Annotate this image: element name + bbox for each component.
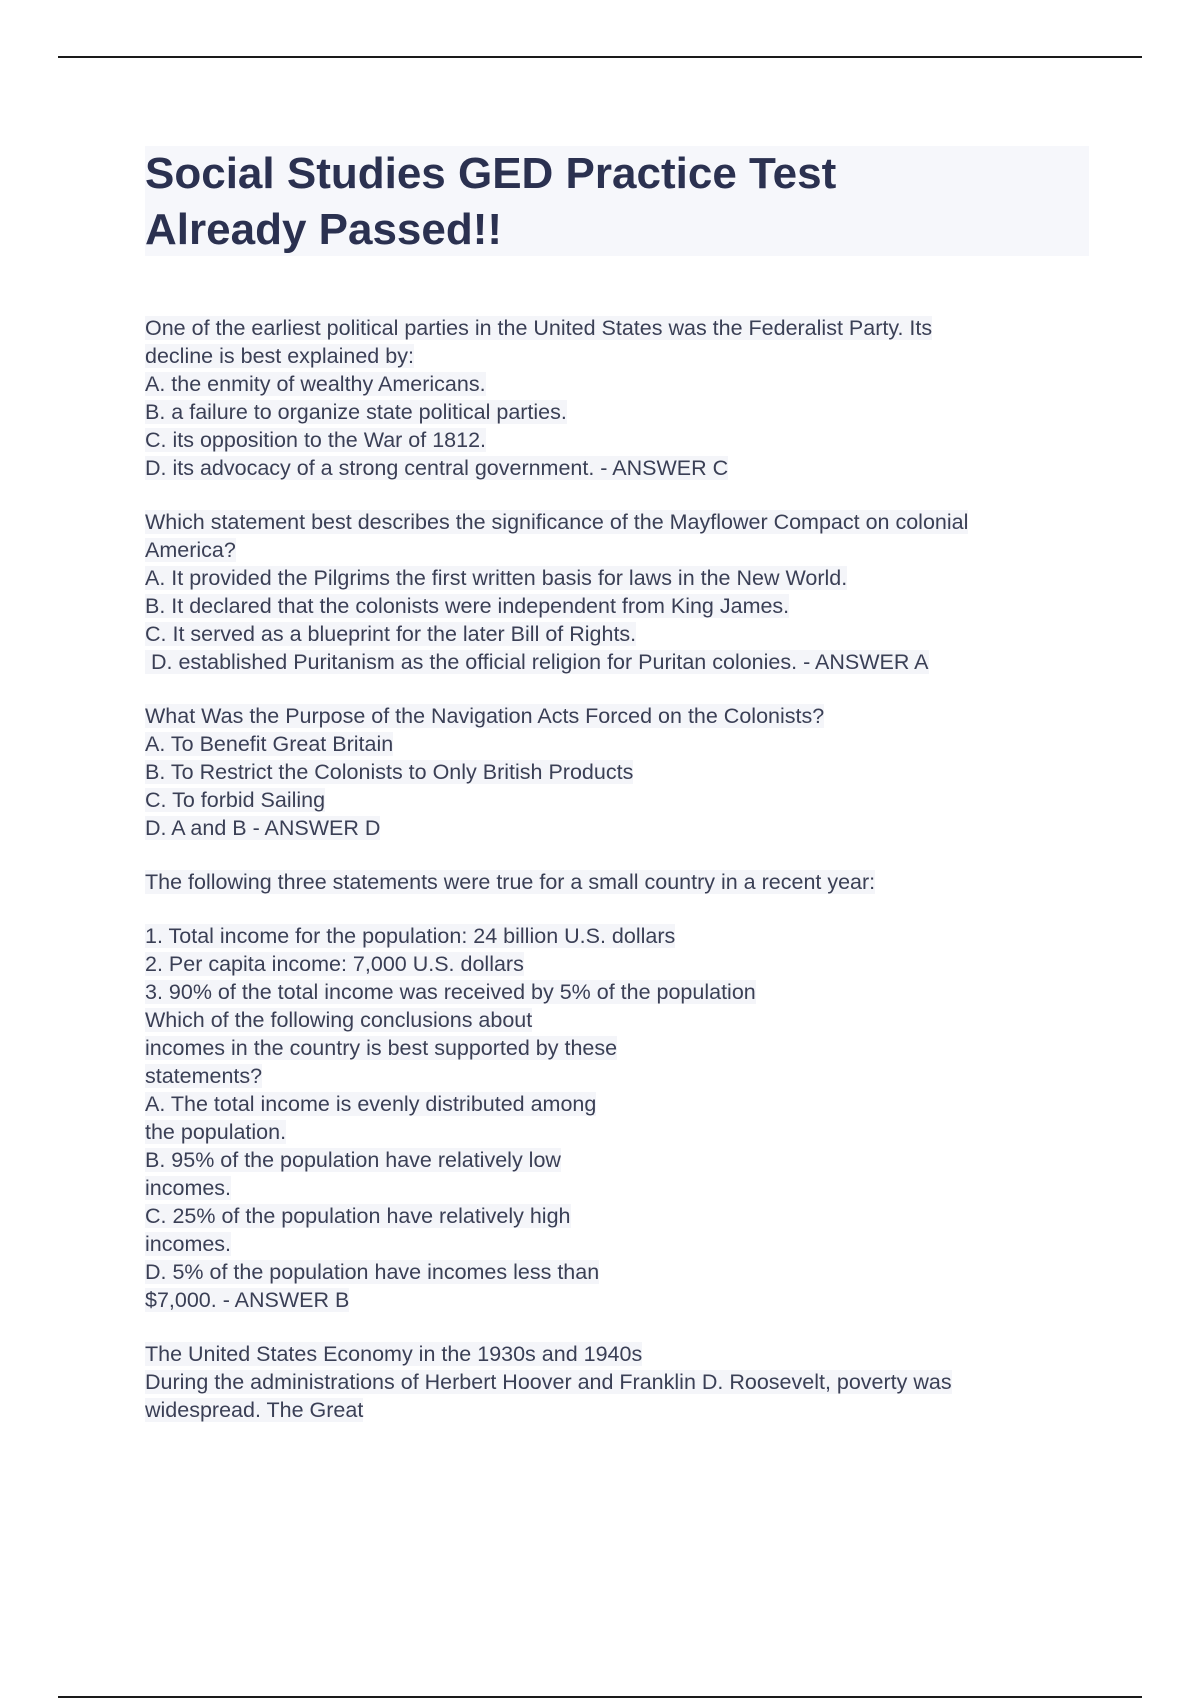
title-line-2: Already Passed!! bbox=[145, 205, 503, 254]
answer-option: A. It provided the Pilgrims the first written basis for laws in the New World. bbox=[145, 566, 848, 590]
text-line: Which of the following conclusions about bbox=[145, 1008, 533, 1032]
answer-option: incomes. bbox=[145, 1232, 232, 1256]
question-4 bbox=[145, 868, 1095, 1314]
answer-option: C. It served as a blueprint for the later Bill of Rights. bbox=[145, 622, 637, 646]
answer-option: the population. bbox=[145, 1120, 287, 1144]
question-3 bbox=[145, 702, 1095, 842]
text-line: Which statement best describes the significance of the Mayflower Compact on colonial bbox=[145, 510, 969, 534]
text-line: decline is best explained by: bbox=[145, 344, 414, 368]
spacer bbox=[145, 482, 1095, 508]
answer-option: A. The total income is evenly distributed among bbox=[145, 1092, 597, 1116]
answer-option: D. its advocacy of a strong central government. - ANSWER C bbox=[145, 456, 729, 480]
text-line: 3. 90% of the total income was received by 5% of the population bbox=[145, 980, 756, 1004]
answer-option: C. its opposition to the War of 1812. bbox=[145, 428, 486, 452]
top-rule bbox=[58, 56, 1142, 58]
text-line: America? bbox=[145, 538, 236, 562]
bottom-rule bbox=[58, 1696, 1142, 1698]
answer-option: A. To Benefit Great Britain bbox=[145, 732, 394, 756]
answer-option: C. To forbid Sailing bbox=[145, 788, 326, 812]
question-5 bbox=[145, 1340, 1095, 1424]
title-line-1: Social Studies GED Practice Test bbox=[145, 149, 837, 198]
spacer bbox=[145, 896, 1095, 922]
text-line: 1. Total income for the population: 24 billion U.S. dollars bbox=[145, 924, 676, 948]
text-line: widespread. The Great bbox=[145, 1398, 364, 1422]
answer-option: C. 25% of the population have relatively high bbox=[145, 1204, 571, 1228]
text-line: The following three statements were true for a small country in a recent year: bbox=[145, 870, 876, 894]
document-body bbox=[145, 314, 1095, 1424]
question-2 bbox=[145, 508, 1095, 676]
answer-option: B. It declared that the colonists were independent from King James. bbox=[145, 594, 790, 618]
spacer bbox=[145, 842, 1095, 868]
text-line: The United States Economy in the 1930s and 1940s bbox=[145, 1342, 643, 1366]
document-title bbox=[145, 146, 1089, 256]
answer-option: D. 5% of the population have incomes less than bbox=[145, 1260, 600, 1284]
answer-option: incomes. bbox=[145, 1176, 232, 1200]
spacer bbox=[145, 676, 1095, 702]
answer-option: D. established Puritanism as the official religion for Puritan colonies. - ANSWER A bbox=[145, 650, 929, 674]
answer-option: A. the enmity of wealthy Americans. bbox=[145, 372, 486, 396]
answer-option: B. a failure to organize state political parties. bbox=[145, 400, 567, 424]
text-line: 2. Per capita income: 7,000 U.S. dollars bbox=[145, 952, 524, 976]
text-line: During the administrations of Herbert Hoover and Franklin D. Roosevelt, poverty was bbox=[145, 1370, 952, 1394]
answer-option: B. 95% of the population have relatively low bbox=[145, 1148, 561, 1172]
question-1 bbox=[145, 314, 1095, 482]
spacer bbox=[145, 1314, 1095, 1340]
text-line: One of the earliest political parties in the United States was the Federalist Party. Its bbox=[145, 316, 933, 340]
text-line: What Was the Purpose of the Navigation Acts Forced on the Colonists? bbox=[145, 704, 825, 728]
text-line: incomes in the country is best supported by these bbox=[145, 1036, 618, 1060]
text-line: statements? bbox=[145, 1064, 263, 1088]
answer-option: D. A and B - ANSWER D bbox=[145, 816, 381, 840]
answer-option: B. To Restrict the Colonists to Only British Products bbox=[145, 760, 634, 784]
answer-option: $7,000. - ANSWER B bbox=[145, 1288, 350, 1312]
